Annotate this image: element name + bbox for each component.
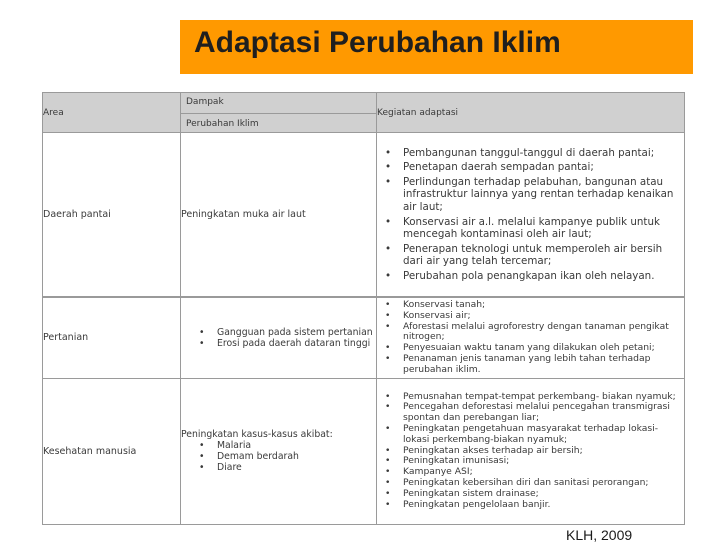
source-citation: KLH, 2009 [566, 527, 633, 543]
area-cell: Kesehatan manusia [43, 378, 181, 524]
list-item: • Konservasi tanah; [377, 300, 684, 311]
area-cell: Daerah pantai [43, 133, 181, 297]
adaptation-table-top [42, 92, 685, 297]
list-item: • Malaria [181, 440, 376, 451]
list-item: • Peningkatan kebersihan diri dan sanitasi perorangan; [377, 478, 684, 489]
list-item: • Perlindungan terhadap pelabuhan, bangunan atau infrastruktur lainnya yang rentan terhadap kenaikan air laut; [377, 176, 684, 214]
header-divider [181, 113, 376, 114]
list-item: • Penerapan teknologi untuk memperoleh air bersih dari air yang telah tercemar; [377, 243, 684, 268]
header-impact-label-2: Perubahan Iklim [186, 119, 259, 129]
impact-cell [181, 298, 377, 379]
list-item: • Peningkatan akses terhadap air bersih; [377, 446, 684, 457]
activity-cell [377, 133, 685, 297]
header-area [43, 93, 181, 133]
list-item: • Penetapan daerah sempadan pantai; [377, 161, 684, 174]
header-impact [181, 93, 377, 133]
list-item: • Aforestasi melalui agroforestry dengan tanaman pengikat nitrogen; [377, 322, 684, 344]
activity-cell [377, 298, 685, 379]
activity-list [377, 392, 684, 511]
list-item: • Gangguan pada sistem pertanian [181, 327, 376, 338]
list-item: • Pembangunan tanggul-tanggul di daerah pantai; [377, 147, 684, 160]
title-banner [180, 20, 693, 74]
impact-cell [181, 378, 377, 524]
list-item: • Peningkatan pengelolaan banjir. [377, 500, 684, 511]
list-item: • Pemusnahan tempat-tempat perkembang- biakan nyamuk; [377, 392, 684, 403]
header-activity-label: Kegiatan adaptasi [377, 107, 459, 118]
slide-title: Adaptasi Perubahan Iklim [194, 26, 561, 59]
list-item: • Peningkatan imunisasi; [377, 456, 684, 467]
impact-list [181, 440, 376, 473]
table-row [43, 298, 685, 379]
impact-cell: Peningkatan muka air laut [181, 133, 377, 297]
header-impact-label-1: Dampak [186, 97, 224, 107]
table-header-row [43, 93, 685, 133]
list-item: • Penanaman jenis tanaman yang lebih tahan terhadap perubahan iklim. [377, 354, 684, 376]
adaptation-table-bottom [42, 297, 685, 525]
list-item: • Demam berdarah [181, 451, 376, 462]
list-item: • Pencegahan deforestasi melalui pencegahan transmigrasi spontan dan perebangan liar; [377, 402, 684, 424]
list-item: • Erosi pada daerah dataran tinggi [181, 338, 376, 349]
list-item: • Konservasi air a.l. melalui kampanye publik untuk mencegah kontaminasi oleh air laut; [377, 216, 684, 241]
area-cell: Pertanian [43, 298, 181, 379]
impact-intro: Peningkatan kasus-kasus akibat: [181, 429, 333, 441]
header-activity [377, 93, 685, 133]
list-item: • Kampanye ASI; [377, 467, 684, 478]
list-item: • Perubahan pola penangkapan ikan oleh nelayan. [377, 270, 684, 283]
activity-list [377, 300, 684, 376]
table-row [43, 133, 685, 297]
activity-cell [377, 378, 685, 524]
header-area-label: Area [43, 107, 64, 118]
table-row [43, 378, 685, 524]
activity-list [377, 147, 684, 283]
list-item: • Konservasi air; [377, 311, 684, 322]
impact-list [181, 327, 376, 349]
list-item: • Penyesuaian waktu tanam yang dilakukan oleh petani; [377, 343, 684, 354]
list-item: • Diare [181, 462, 376, 473]
list-item: • Peningkatan pengetahuan masyarakat terhadap lokasi-lokasi perkembang-biakan nyamuk; [377, 424, 684, 446]
list-item: • Peningkatan sistem drainase; [377, 489, 684, 500]
